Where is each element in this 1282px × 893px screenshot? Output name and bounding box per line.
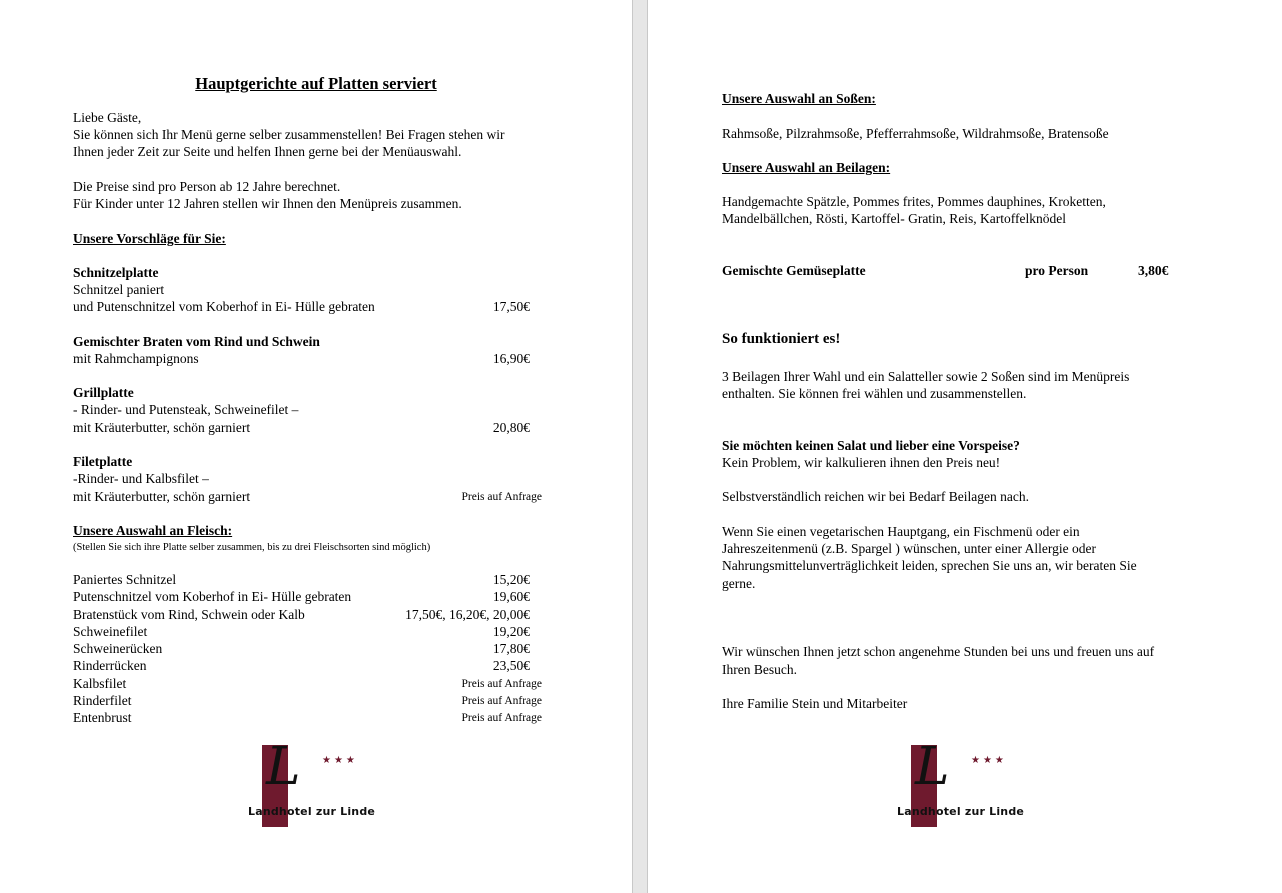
- meat-heading: Unsere Auswahl an Fleisch:: [73, 523, 233, 538]
- special-text: Nahrungsmittelunverträglichkeit leiden, sprechen Sie uns an, wir beraten Sie: [722, 558, 1137, 573]
- how-text: 3 Beilagen Ihrer Wahl und ein Salatteller sowie 2 Soßen sind im Menüpreis: [722, 369, 1130, 384]
- meat-price: 15,20€: [492, 572, 530, 587]
- meat-name: Schweinerücken: [73, 641, 163, 656]
- logo-stars: ★★★: [971, 755, 1007, 766]
- platter-desc: - Rinder- und Putensteak, Schweinefilet –: [73, 402, 299, 417]
- meat-price: Preis auf Anfrage: [461, 695, 542, 707]
- meat-price: 19,60€: [492, 589, 530, 604]
- page-right: [648, 0, 1282, 893]
- platter-price: 16,90€: [492, 351, 530, 366]
- sauces-heading: Unsere Auswahl an Soßen:: [722, 91, 876, 106]
- intro-line: Sie können sich Ihr Menü gerne selber zusammenstellen! Bei Fragen stehen wir: [73, 127, 505, 142]
- meat-price: 23,50€: [492, 658, 530, 673]
- answer: Kein Problem, wir kalkulieren ihnen den Preis neu!: [722, 455, 1001, 470]
- signature: Ihre Familie Stein und Mitarbeiter: [722, 696, 908, 711]
- platter-price: 17,50€: [492, 299, 530, 314]
- sides-line: Handgemachte Spätzle, Pommes frites, Pommes dauphines, Kroketten,: [722, 194, 1106, 209]
- how-text: enthalten. Sie können frei wählen und zusammenstellen.: [722, 386, 1027, 401]
- intro-line: Liebe Gäste,: [73, 110, 142, 125]
- special-text: Jahreszeitenmenü (z.B. Spargel ) wünschen, unter einer Allergie oder: [722, 541, 1096, 556]
- logo-name: Landhotel zur Linde: [897, 805, 1025, 818]
- intro-line: Ihnen jeder Zeit zur Seite und helfen Ihnen gerne bei der Menüauswahl.: [73, 144, 462, 159]
- meat-price: 17,50€, 16,20€, 20,00€: [405, 607, 530, 622]
- meat-note: (Stellen Sie sich ihre Platte selber zusammen, bis zu drei Fleischsorten sind möglich): [73, 542, 431, 553]
- platter-desc: und Putenschnitzel vom Koberhof in Ei- Hülle gebraten: [73, 299, 375, 314]
- price-note-line: Die Preise sind pro Person ab 12 Jahre berechnet.: [73, 179, 341, 194]
- meat-name: Entenbrust: [73, 710, 132, 725]
- veg-platter-price: 3,80€: [1138, 263, 1169, 278]
- extra-sides-note: Selbstverständlich reichen wir bei Bedarf Beilagen nach.: [722, 489, 1030, 504]
- hotel-logo: [248, 737, 388, 827]
- hotel-logo: [897, 737, 1037, 827]
- suggestions-heading: Unsere Vorschläge für Sie:: [73, 231, 226, 246]
- meat-name: Rinderfilet: [73, 693, 132, 708]
- meat-name: Kalbsfilet: [73, 676, 127, 691]
- meat-price: 19,20€: [492, 624, 530, 639]
- veg-platter-name: Gemischte Gemüseplatte: [722, 263, 866, 278]
- platter-name: Grillplatte: [73, 385, 134, 400]
- sauces-list: Rahmsoße, Pilzrahmsoße, Pfefferrahmsoße, Wildrahmsoße, Bratensoße: [722, 126, 1109, 141]
- special-text: Wenn Sie einen vegetarischen Hauptgang, ein Fischmenü oder ein: [722, 524, 1080, 539]
- sides-line: Mandelbällchen, Rösti, Kartoffel- Gratin, Reis, Kartoffelknödel: [722, 211, 1067, 226]
- platter-desc: mit Rahmchampignons: [73, 351, 199, 366]
- sides-heading: Unsere Auswahl an Beilagen:: [722, 160, 891, 175]
- platter-name: Gemischter Braten vom Rind und Schwein: [73, 334, 320, 349]
- logo-letter: L: [266, 737, 301, 797]
- price-note-line: Für Kinder unter 12 Jahren stellen wir Ihnen den Menüpreis zusammen.: [73, 196, 462, 211]
- platter-desc: -Rinder- und Kalbsfilet –: [73, 471, 209, 486]
- meat-name: Schweinefilet: [73, 624, 148, 639]
- platter-price: Preis auf Anfrage: [461, 491, 542, 503]
- platter-price: 20,80€: [492, 420, 530, 435]
- platter-desc: mit Kräuterbutter, schön garniert: [73, 489, 251, 504]
- question: Sie möchten keinen Salat und lieber eine Vorspeise?: [722, 438, 1020, 453]
- meat-price: Preis auf Anfrage: [461, 712, 542, 724]
- special-text: gerne.: [722, 576, 756, 591]
- meat-name: Paniertes Schnitzel: [73, 572, 177, 587]
- how-heading: So funktioniert es!: [722, 331, 841, 347]
- closing-text: Wir wünschen Ihnen jetzt schon angenehme Stunden bei uns und freuen uns auf: [722, 644, 1155, 659]
- meat-price: 17,80€: [492, 641, 530, 656]
- meat-name: Rinderrücken: [73, 658, 147, 673]
- meat-price: Preis auf Anfrage: [461, 678, 542, 690]
- logo-name: Landhotel zur Linde: [248, 805, 376, 818]
- veg-platter-unit: pro Person: [1025, 263, 1089, 278]
- logo-letter: L: [915, 737, 950, 797]
- meat-name: Bratenstück vom Rind, Schwein oder Kalb: [73, 607, 305, 622]
- page-title: Hauptgerichte auf Platten serviert: [195, 74, 437, 93]
- platter-desc: mit Kräuterbutter, schön garniert: [73, 420, 251, 435]
- platter-desc: Schnitzel paniert: [73, 282, 165, 297]
- page-left: [0, 0, 632, 893]
- meat-name: Putenschnitzel vom Koberhof in Ei- Hülle gebraten: [73, 589, 352, 604]
- platter-name: Filetplatte: [73, 454, 133, 469]
- logo-stars: ★★★: [322, 755, 358, 766]
- platter-name: Schnitzelplatte: [73, 265, 159, 280]
- closing-text: Ihren Besuch.: [722, 662, 797, 677]
- page-gutter: [632, 0, 648, 893]
